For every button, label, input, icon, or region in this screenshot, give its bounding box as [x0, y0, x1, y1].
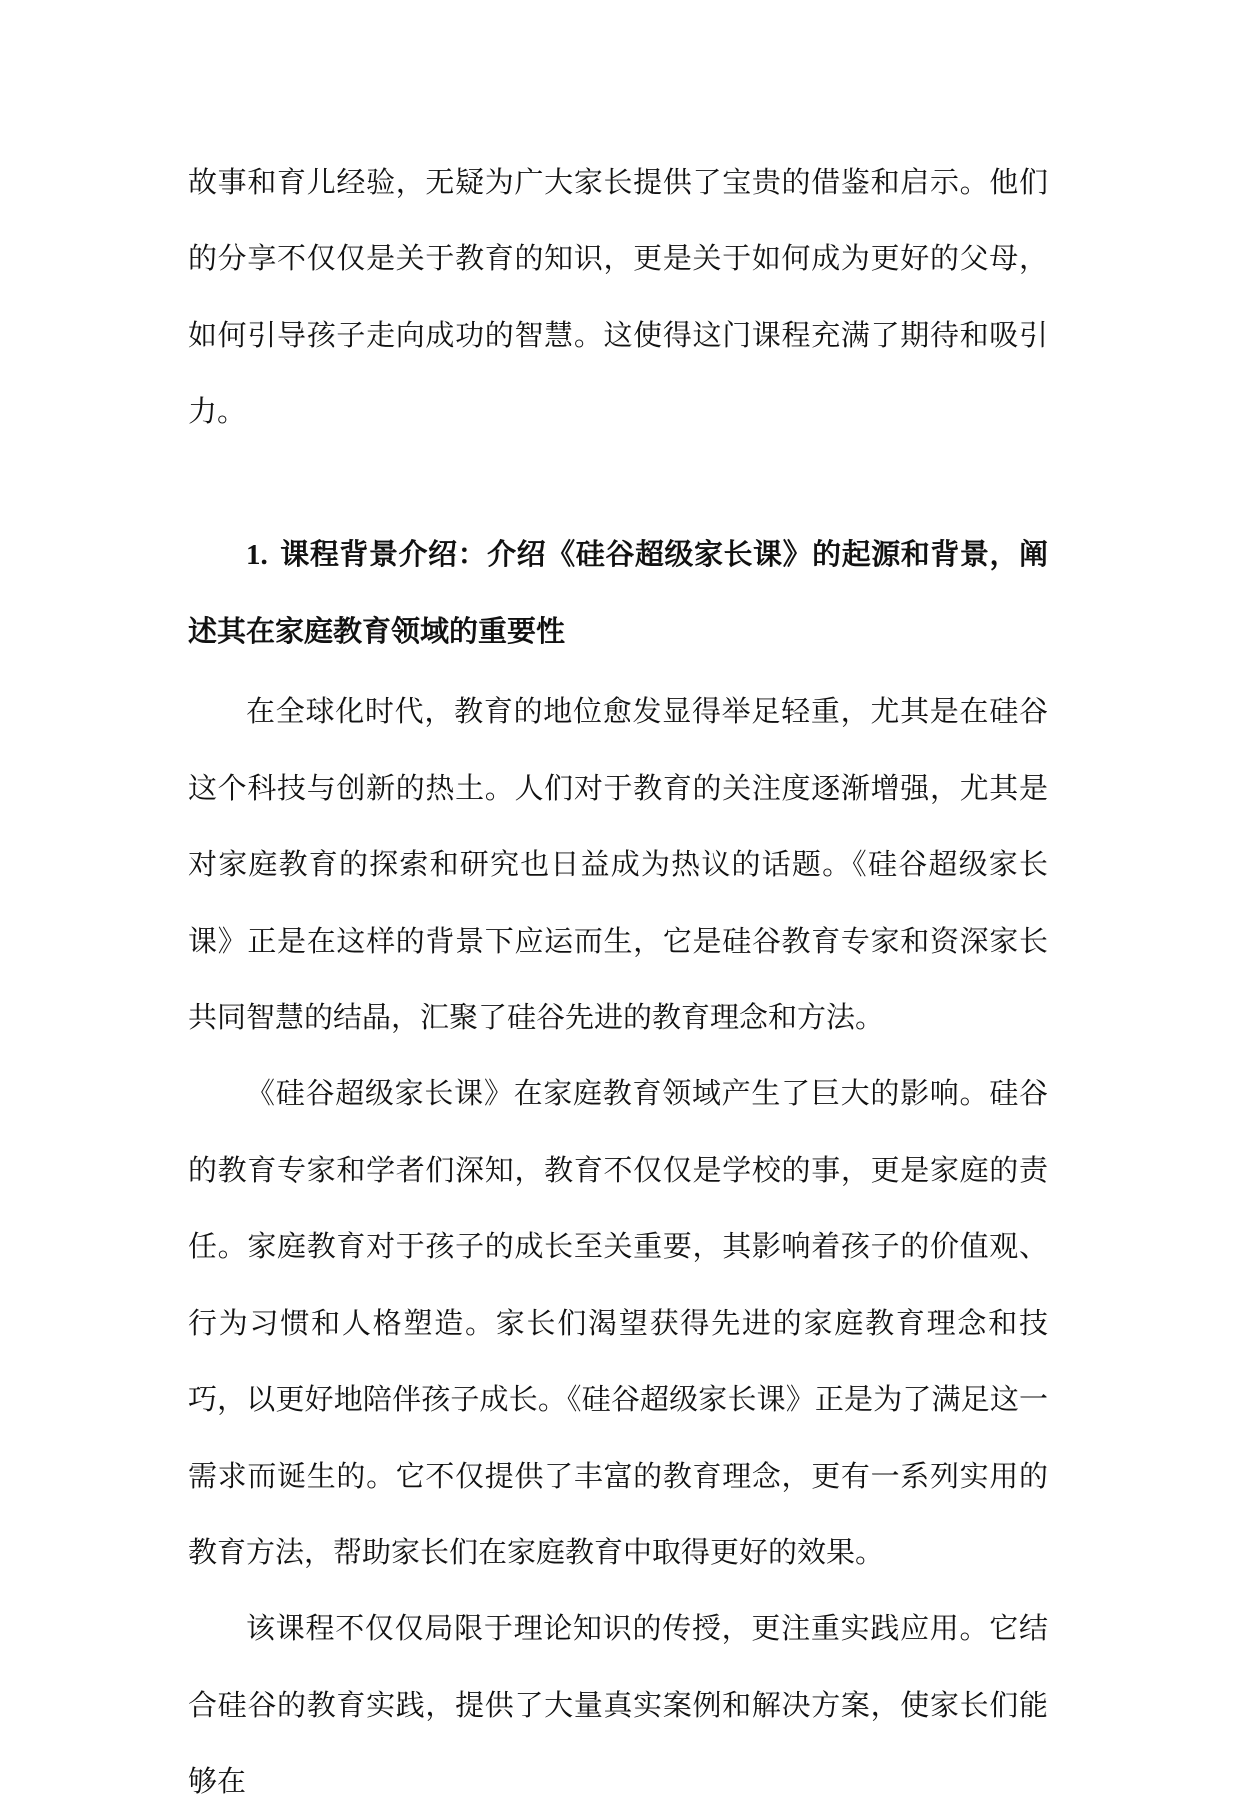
body-paragraph: 在全球化时代，教育的地位愈发显得举足轻重，尤其是在硅谷这个科技与创新的热土。人们对于教育的关注度逐渐增强，尤其是对家庭教育的探索和研究也日益成为热议的话题。《硅谷超级家长课》正是在这样的背景下应运而生，它是硅谷教育专家和资深家长共同智慧的结晶，汇聚了硅谷先进的教育理念和方法。: [188, 694, 1048, 1035]
body-paragraph: 该课程不仅仅局限于理论知识的传授，更注重实践应用。它结合硅谷的教育实践，提供了大量真实案例和解决方案，使家长们能够在: [188, 1611, 1048, 1799]
section-title: 课程背景介绍：介绍《硅谷超级家长课》的起源和背景，阐述其在家庭教育领域的重要性: [188, 536, 1048, 649]
body-paragraph: 《硅谷超级家长课》在家庭教育领域产生了巨大的影响。硅谷的教育专家和学者们深知，教育不仅仅是学校的事，更是家庭的责任。家庭教育对于孩子的成长至关重要，其影响着孩子的价值观、行为习惯和人格塑造。家长们渴望获得先进的家庭教育理念和技巧，以更好地陪伴孩子成长。《硅谷超级家长课》正是为了满足这一需求而诞生的。它不仅提供了丰富的教育理念，更有一系列实用的教育方法，帮助家长们在家庭教育中取得更好的效果。: [188, 1076, 1048, 1569]
section-heading: [188, 450, 1048, 670]
document-body: [188, 144, 1048, 1820]
continued-paragraph: 故事和育儿经验，无疑为广大家长提供了宝贵的借鉴和启示。他们的分享不仅仅是关于教育的知识，更是关于如何成为更好的父母，如何引导孩子走向成功的智慧。这使得这门课程充满了期待和吸引力。: [188, 165, 1048, 429]
section-number: 1.: [246, 538, 268, 571]
